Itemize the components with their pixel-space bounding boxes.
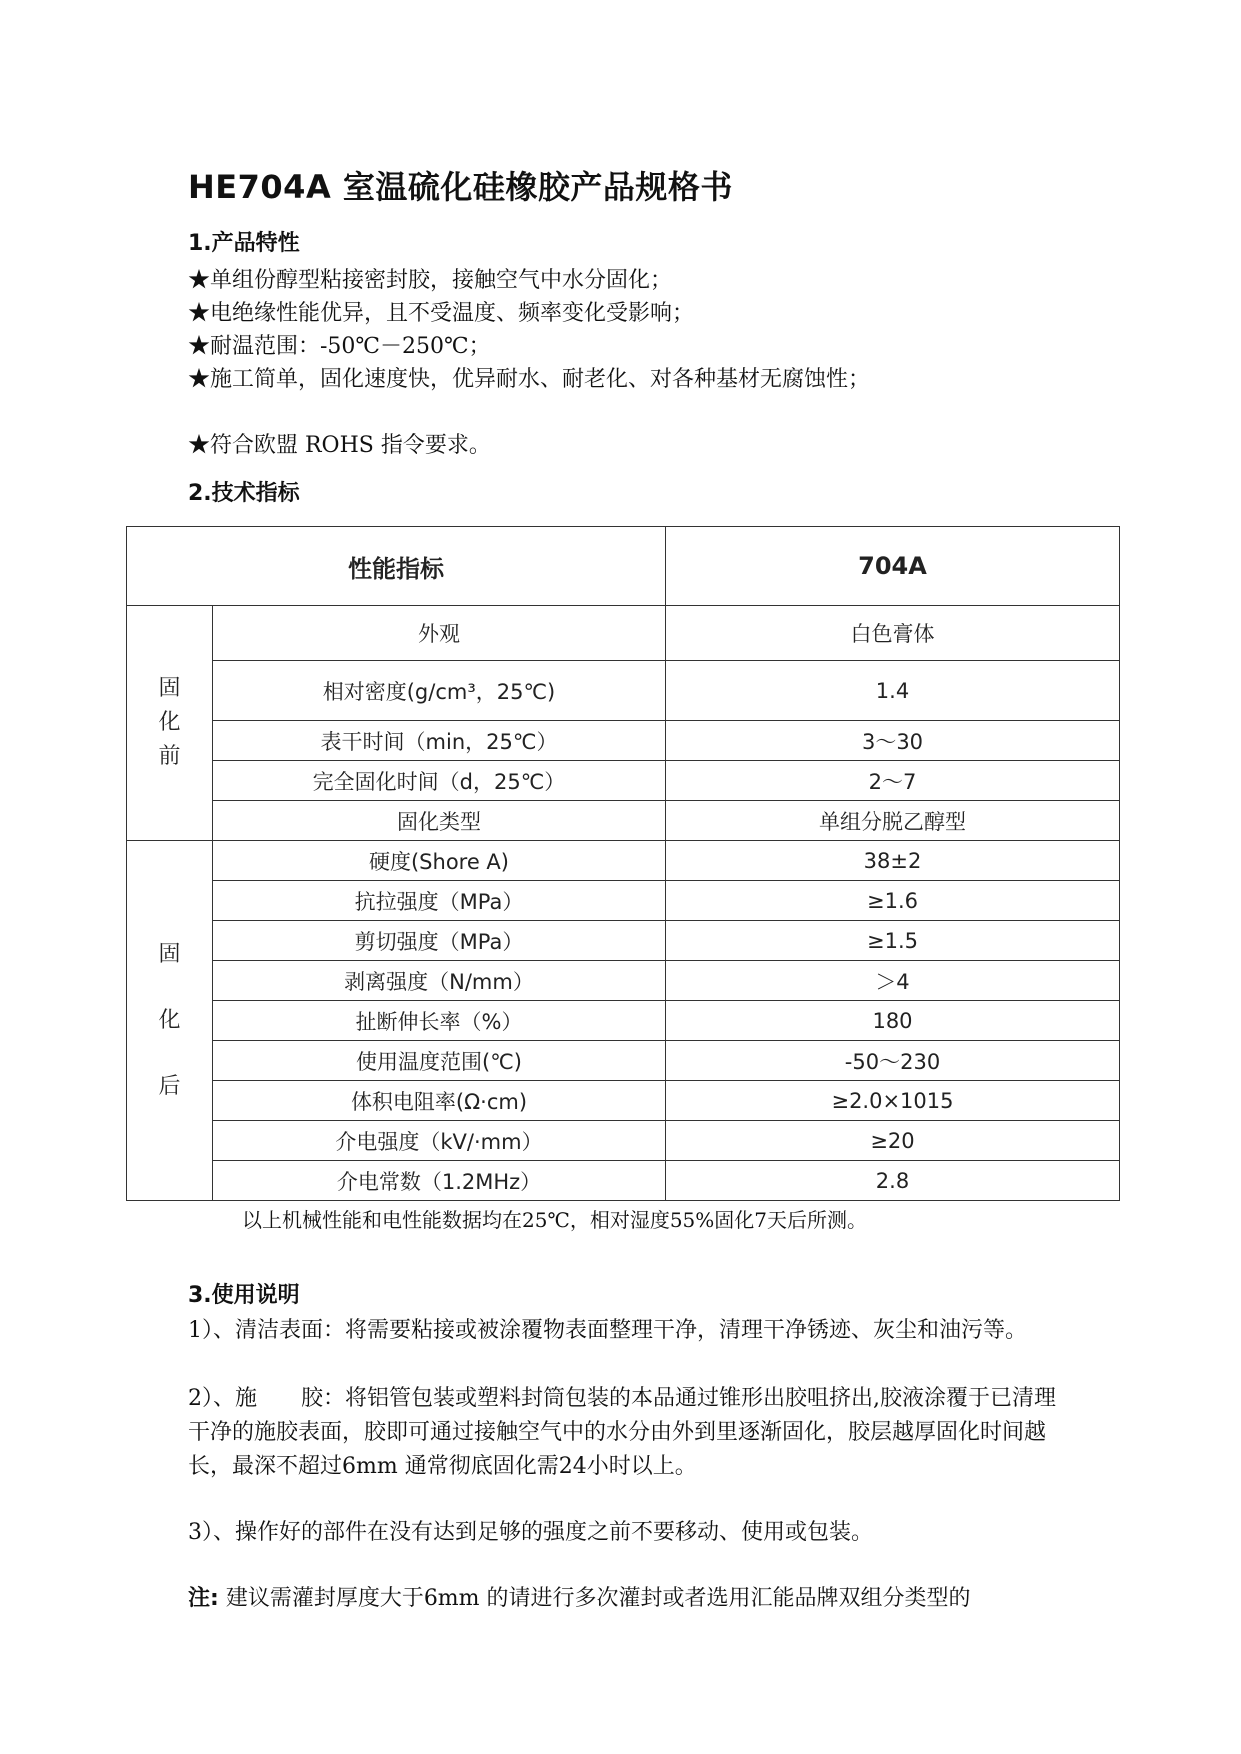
section-heading-technical-specs: 2.技术指标 [188,481,300,506]
table-row [127,1001,1120,1041]
table-row [127,1041,1120,1081]
feature-bullet: ★符合欧盟 ROHS 指令要求。 [188,433,491,458]
property-name: 剪切强度（MPa） [213,921,666,961]
property-name: 介电强度（kV/·mm） [213,1121,666,1161]
property-name: 使用温度范围(℃) [213,1041,666,1081]
property-value: 180 [666,1001,1120,1041]
table-row [127,1081,1120,1121]
property-value: 38±2 [666,841,1120,881]
header-model: 704A [666,527,1120,606]
property-value: 单组分脱乙醇型 [666,801,1120,841]
property-value: ≥2.0×1015 [666,1081,1120,1121]
section-heading-usage: 3.使用说明 [188,1283,300,1308]
spec-table [126,526,1120,1201]
group-before-cure: 固 化 前 [127,606,213,841]
usage-step-3: 3）、操作好的部件在没有达到足够的强度之前不要移动、使用或包装。 [188,1520,873,1545]
table-row [127,721,1120,761]
property-name: 外观 [213,606,666,661]
property-value: ≥1.5 [666,921,1120,961]
property-name: 完全固化时间（d，25℃） [213,761,666,801]
property-value: ≥1.6 [666,881,1120,921]
section-heading-product-features: 1.产品特性 [188,231,300,256]
property-name: 抗拉强度（MPa） [213,881,666,921]
table-footnote: 以上机械性能和电性能数据均在25℃，相对湿度55%固化7天后所测。 [242,1208,867,1232]
property-name: 固化类型 [213,801,666,841]
feature-bullet: ★耐温范围：-50℃－250℃； [188,334,491,359]
document-title: HE704A 室温硫化硅橡胶产品规格书 [188,168,733,206]
table-row [127,841,1120,881]
table-row [127,661,1120,721]
feature-bullet: ★单组份醇型粘接密封胶，接触空气中水分固化； [188,268,673,293]
table-header-row [127,527,1120,606]
property-name: 硬度(Shore A) [213,841,666,881]
table-row [127,606,1120,661]
table-row [127,961,1120,1001]
group-after-cure: 固 化 后 [127,841,213,1201]
feature-bullet: ★电绝缘性能优异，且不受温度、频率变化受影响； [188,301,695,326]
usage-step-1: 1）、清洁表面：将需要粘接或被涂覆物表面整理干净，清理干净锈迹、灰尘和油污等。 [188,1318,1027,1343]
property-name: 相对密度(g/cm³，25℃) [213,661,666,721]
property-value: 2～7 [666,761,1120,801]
remark-text: 建议需灌封厚度大于6mm 的请进行多次灌封或者选用汇能品牌双组分类型的 [225,1586,971,1611]
table-row [127,881,1120,921]
remark [188,1582,1068,1616]
property-value: 3～30 [666,721,1120,761]
property-name: 介电常数（1.2MHz） [213,1161,666,1201]
remark-label: 注: [188,1586,219,1611]
table-row [127,761,1120,801]
property-value: ≥20 [666,1121,1120,1161]
table-row [127,921,1120,961]
table-row [127,1161,1120,1201]
table-row [127,801,1120,841]
property-value: ＞4 [666,961,1120,1001]
property-name: 剥离强度（N/mm） [213,961,666,1001]
property-name: 表干时间（min，25℃） [213,721,666,761]
property-value: 1.4 [666,661,1120,721]
property-value: 2.8 [666,1161,1120,1201]
header-property: 性能指标 [127,527,666,606]
property-name: 体积电阻率(Ω·cm) [213,1081,666,1121]
property-name: 扯断伸长率（%） [213,1001,666,1041]
table-row [127,1121,1120,1161]
feature-bullet: ★施工简单，固化速度快，优异耐水、耐老化、对各种基材无腐蚀性； [188,367,871,392]
property-value: -50～230 [666,1041,1120,1081]
usage-step-2: 2）、施 胶：将铝管包装或塑料封筒包装的本品通过锥形出胶咀挤出,胶液涂覆于已清理干净的施胶表面，胶即可通过接触空气中的水分由外到里逐渐固化，胶层越厚固化时间越长，最深不超过6mm 通常彻底固化需24小时以上。 [188,1386,1056,1479]
property-value: 白色膏体 [666,606,1120,661]
